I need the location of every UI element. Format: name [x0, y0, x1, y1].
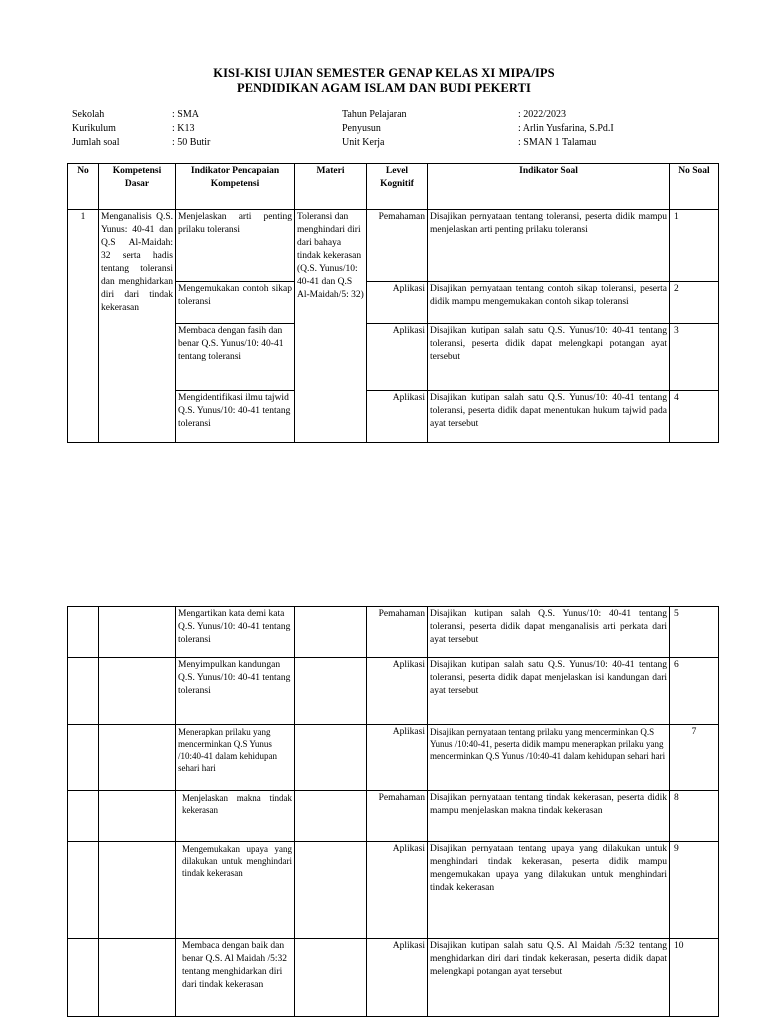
- header-materi: Materi: [295, 164, 367, 210]
- materi-cell: Toleransi dan menghindari diri dari bahaya tindak kekerasan (Q.S. Yunus/10: 40-41 dan Q.S Al-Maidah/5: 32): [295, 210, 367, 443]
- document-title: KISI-KISI UJIAN SEMESTER GENAP KELAS XI MIPA/IPS: [213, 66, 555, 80]
- sekolah-value: : SMA: [172, 109, 199, 120]
- level-cell: Pemahaman: [367, 210, 428, 282]
- table-row: [68, 210, 719, 282]
- tahun-pelajaran-label: Tahun Pelajaran: [342, 109, 407, 120]
- level-cell: Aplikasi: [367, 324, 428, 391]
- indikator-soal-cell: Disajikan kutipan salah satu Q.S. Al Maidah /5:32 tentang menghidarkan diri dari tindak kekerasan, peserta didik dapat melengkapi potangan ayat tersebut: [428, 939, 670, 1017]
- ipk-cell: Membaca dengan baik dan benar Q.S. Al Maidah /5:32 tentang menghidarkan diri dari tindak kekerasan: [176, 939, 295, 1017]
- materi-empty: [295, 939, 367, 1017]
- ipk-cell: Mengemukakan upaya yang dilakukan untuk menghindari tindak kekerasan: [176, 842, 295, 939]
- row-number: 1: [68, 210, 99, 443]
- no-soal-cell: 2: [670, 282, 719, 324]
- header-indikator-pencapaian: Indikator Pencapaian Kompetensi: [176, 164, 295, 210]
- level-cell: Aplikasi: [367, 658, 428, 725]
- row-number-empty: [68, 939, 99, 1017]
- kompetensi-dasar-empty: [99, 842, 176, 939]
- no-soal-cell: 6: [670, 658, 719, 725]
- kompetensi-dasar-empty: [99, 725, 176, 791]
- document-subtitle: PENDIDIKAN AGAM ISLAM DAN BUDI PEKERTI: [236, 81, 531, 95]
- header-indikator-soal: Indikator Soal: [428, 164, 670, 210]
- kompetensi-dasar-empty: [99, 658, 176, 725]
- header-no-soal: No Soal: [670, 164, 719, 210]
- indikator-soal-cell: Disajikan pernyataan tentang tindak kekerasan, peserta didik mampu menjelaskan makna tindak kekerasan: [428, 791, 670, 842]
- ipk-cell: Mengemukakan contoh sikap toleransi: [176, 282, 295, 324]
- indikator-soal-cell: Disajikan kutipan salah satu Q.S. Yunus/10: 40-41 tentang toleransi, peserta didik dapat menentukan hukum tajwid pada ayat tersebut: [428, 391, 670, 443]
- row-number-empty: [68, 842, 99, 939]
- kisi-kisi-table-1: [67, 163, 719, 443]
- tahun-pelajaran-value: : 2022/2023: [518, 109, 567, 120]
- no-soal-cell: 3: [670, 324, 719, 391]
- ipk-cell: Menerapkan prilaku yang mencerminkan Q.S Yunus /10:40-41 dalam kehidupan sehari hari: [176, 725, 295, 791]
- jumlah-soal-label: Jumlah soal: [72, 137, 120, 148]
- table-row: [68, 658, 719, 725]
- indikator-soal-cell: Disajikan kutipan salah Q.S. Yunus/10: 40-41 tentang toleransi, peserta didik dapat menganalisis arti perkata dari ayat tersebut: [428, 607, 670, 658]
- indikator-soal-cell: Disajikan pernyataan tentang toleransi, peserta didik mampu menjelaskan arti penting prilaku toleransi: [428, 210, 670, 282]
- no-soal-cell: 1: [670, 210, 719, 282]
- ipk-cell: Membaca dengan fasih dan benar Q.S. Yunus/10: 40-41 tentang toleransi: [176, 324, 295, 391]
- header-level-kognitif: Level Kognitif: [367, 164, 428, 210]
- no-soal-cell: 10: [670, 939, 719, 1017]
- materi-empty: [295, 842, 367, 939]
- no-soal-cell: 7: [670, 725, 719, 791]
- kompetensi-dasar-empty: [99, 939, 176, 1017]
- kurikulum-value: : K13: [172, 123, 195, 134]
- header-no: No: [68, 164, 99, 210]
- kompetensi-dasar-cell: Menganalisis Q.S. Yunus: 40-41 dan Q.S Al-Maidah: 32 serta hadis tentang toleransi dan menghidarkan diri dari tindak kekerasan: [99, 210, 176, 443]
- level-cell: Aplikasi: [367, 725, 428, 791]
- materi-empty: [295, 607, 367, 658]
- indikator-soal-cell: Disajikan kutipan salah satu Q.S. Yunus/10: 40-41 tentang toleransi, peserta didik dapat menjelaskan isi kandungan dari ayat tersebut: [428, 658, 670, 725]
- level-cell: Aplikasi: [367, 842, 428, 939]
- kompetensi-dasar-empty: [99, 791, 176, 842]
- row-number-empty: [68, 658, 99, 725]
- kurikulum-label: Kurikulum: [72, 123, 116, 134]
- materi-empty: [295, 791, 367, 842]
- materi-empty: [295, 658, 367, 725]
- no-soal-cell: 5: [670, 607, 719, 658]
- no-soal-cell: 4: [670, 391, 719, 443]
- ipk-cell: Mengidentifikasi ilmu tajwid Q.S. Yunus/10: 40-41 tentang toleransi: [176, 391, 295, 443]
- table-row: [68, 842, 719, 939]
- level-cell: Aplikasi: [367, 391, 428, 443]
- table-row: [68, 607, 719, 658]
- indikator-soal-cell: Disajikan kutipan salah satu Q.S. Yunus/10: 40-41 tentang toleransi, peserta didik dapat melengkapi potangan ayat tersebut: [428, 324, 670, 391]
- row-number-empty: [68, 725, 99, 791]
- table-header-row: [68, 164, 719, 210]
- indikator-soal-cell: Disajikan pernyataan tentang upaya yang dilakukan untuk menghindari tindak kekerasan, peserta didik mampu mengemukakan upaya yang dilakukan untuk menghindari tindak kekerasan: [428, 842, 670, 939]
- materi-empty: [295, 725, 367, 791]
- row-number-empty: [68, 791, 99, 842]
- table-row: [68, 791, 719, 842]
- ipk-cell: Menjelaskan makna tindak kekerasan: [176, 791, 295, 842]
- indikator-soal-cell: Disajikan pernyataan tentang prilaku yang mencerminkan Q.S Yunus /10:40-41, peserta didik mampu menerapkan prilaku yang mencerminkan Q.S Yunus /10:40-41 dalam kehidupan sehari hari: [428, 725, 670, 791]
- ipk-cell: Menjelaskan arti penting prilaku toleransi: [176, 210, 295, 282]
- indikator-soal-cell: Disajikan pernyataan tentang contoh sikap toleransi, peserta didik mampu mengemukakan contoh sikap toleransi: [428, 282, 670, 324]
- penyusun-label: Penyusun: [342, 123, 381, 134]
- kompetensi-dasar-empty: [99, 607, 176, 658]
- ipk-cell: Menyimpulkan kandungan Q.S. Yunus/10: 40-41 tentang toleransi: [176, 658, 295, 725]
- jumlah-soal-value: : 50 Butir: [172, 137, 211, 148]
- level-cell: Pemahaman: [367, 791, 428, 842]
- level-cell: Aplikasi: [367, 282, 428, 324]
- header-kompetensi-dasar: Kompetensi Dasar: [99, 164, 176, 210]
- level-cell: Aplikasi: [367, 939, 428, 1017]
- unit-kerja-label: Unit Kerja: [342, 137, 385, 148]
- table-row: [68, 939, 719, 1017]
- ipk-cell: Mengartikan kata demi kata Q.S. Yunus/10: 40-41 tentang toleransi: [176, 607, 295, 658]
- row-number-empty: [68, 607, 99, 658]
- level-cell: Pemahaman: [367, 607, 428, 658]
- kisi-kisi-table-2: [67, 606, 719, 1017]
- no-soal-cell: 9: [670, 842, 719, 939]
- table-row: [68, 725, 719, 791]
- no-soal-cell: 8: [670, 791, 719, 842]
- unit-kerja-value: : SMAN 1 Talamau: [518, 137, 597, 148]
- penyusun-value: : Arlin Yusfarina, S.Pd.I: [518, 123, 614, 134]
- sekolah-label: Sekolah: [72, 109, 105, 120]
